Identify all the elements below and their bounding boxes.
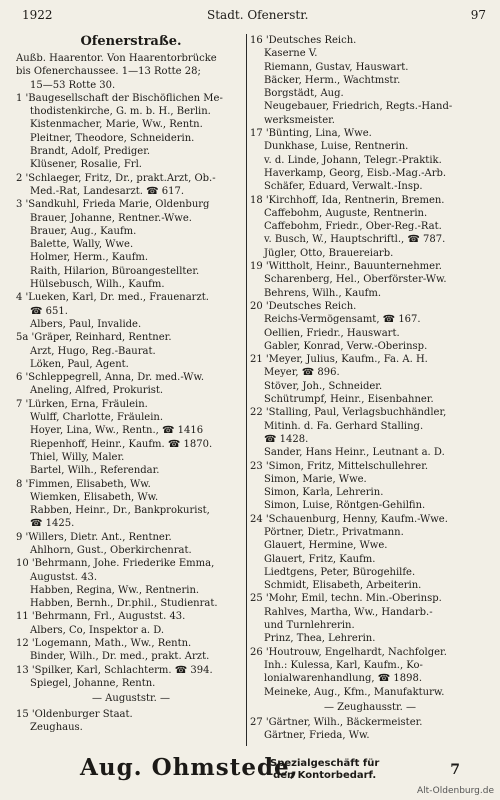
- directory-entry-line: 9 'Willers, Dietr. Ant., Rentner.: [16, 531, 172, 543]
- directory-entry-line: Meineke, Aug., Kfm., Manufakturw.: [264, 686, 445, 698]
- directory-entry-line: Thiel, Willy, Maler.: [30, 451, 125, 463]
- directory-entry-line: Meyer, ☎ 896.: [264, 367, 340, 379]
- watermark: Alt-Oldenburg.de: [416, 786, 494, 796]
- header-year: 1922: [22, 8, 53, 22]
- directory-entry-line: Aneling, Alfred, Prokurist.: [30, 385, 164, 397]
- directory-entry-line: Außb. Haarentor. Von Haarentorbrücke: [16, 53, 217, 64]
- directory-entry-line: ☎ 651.: [30, 305, 68, 317]
- directory-entry-line: 20 'Deutsches Reich.: [250, 300, 357, 312]
- directory-entry-line: Schütrumpf, Heinr., Eisenbahner.: [264, 394, 434, 406]
- directory-entry-line: Haverkamp, Georg, Eisb.-Mag.-Arb.: [264, 167, 447, 179]
- right-column: [250, 34, 490, 743]
- directory-entry-line: Schmidt, Elisabeth, Arbeiterin.: [264, 580, 422, 592]
- directory-entry-line: Inh.: Kulessa, Karl, Kaufm., Ko-: [264, 659, 423, 671]
- directory-entry-line: Habben, Regina, Ww., Rentnerin.: [30, 584, 200, 596]
- directory-entry-line: Glauert, Hermine, Wwe.: [264, 540, 388, 552]
- directory-entry-line: Bartel, Wilh., Referendar.: [30, 465, 160, 477]
- directory-entry-line: v. Busch, W., Hauptschriftl., ☎ 787.: [264, 234, 446, 246]
- left-column: [16, 34, 246, 734]
- directory-entry-line: 7 'Lürken, Erna, Fräulein.: [16, 398, 148, 410]
- directory-entry-line: Borgstädt, Aug.: [264, 88, 344, 100]
- directory-entry-line: Jügler, Otto, Brauereiarb.: [264, 247, 394, 259]
- directory-entry-line: 25 'Mohr, Emil, techn. Min.-Oberinsp.: [250, 593, 442, 605]
- directory-entry-line: Holmer, Herm., Kaufm.: [30, 252, 149, 264]
- directory-entry-line: Oellien, Friedr., Hauswart.: [264, 327, 400, 339]
- directory-entry-line: bis Ofenerchaussee. 1—13 Rotte 28;: [16, 66, 201, 78]
- directory-entry-line: Riemann, Gustav, Hauswart.: [264, 61, 409, 73]
- directory-entry-line: 12 'Logemann, Math., Ww., Rentn.: [16, 638, 192, 650]
- directory-entry-line: thodistenkirche, G. m. b. H., Berlin.: [30, 106, 211, 118]
- directory-entry-line: Spiegel, Johanne, Rentn.: [30, 677, 156, 689]
- directory-entry-line: Liedtgens, Peter, Bürogehilfe.: [264, 566, 416, 578]
- ad-brand: Aug. Ohmstede,: [80, 754, 299, 781]
- directory-entry-line: 17 'Bünting, Lina, Wwe.: [250, 128, 372, 140]
- directory-entry-line: Rahlves, Martha, Ww., Handarb.-: [264, 606, 433, 618]
- directory-entry-line: Reichs-Vermögensamt, ☎ 167.: [264, 314, 421, 326]
- right-entry-list: [250, 34, 490, 743]
- directory-entry-line: Gärtner, Frieda, Ww.: [264, 730, 370, 742]
- directory-entry-line: 13 'Spilker, Karl, Schlachterm. ☎ 394.: [16, 664, 213, 676]
- directory-entry-line: und Turnlehrerin.: [264, 620, 355, 632]
- directory-entry-line: Hoyer, Lina, Ww., Rentn., ☎ 1416: [30, 425, 204, 437]
- left-entry-list: [16, 52, 246, 734]
- directory-entry-line: Sander, Hans Heinr., Leutnant a. D.: [264, 447, 445, 459]
- directory-entry-line: Wulff, Charlotte, Fräulein.: [30, 412, 164, 424]
- directory-entry-line: Löken, Paul, Agent.: [30, 358, 129, 370]
- directory-entry-line: werksmeister.: [264, 114, 335, 126]
- directory-entry-line: Hülsebusch, Wilh., Kaufm.: [30, 279, 165, 291]
- directory-entry-line: Ahlhorn, Gust., Oberkirchenrat.: [30, 544, 192, 556]
- directory-entry-line: 26 'Houtrouw, Engelhardt, Nachfolger.: [250, 646, 447, 658]
- directory-entry-line: ☎ 1425.: [30, 518, 75, 530]
- directory-entry-line: Brauer, Johanne, Rentner.-Wwe.: [30, 212, 192, 224]
- directory-entry-line: Neugebauer, Friedrich, Regts.-Hand-: [264, 101, 453, 113]
- directory-entry-line: 16 'Deutsches Reich.: [250, 35, 357, 46]
- directory-entry-line: Pörtner, Dietr., Privatmann.: [264, 526, 404, 538]
- ad-text: [270, 758, 379, 782]
- directory-entry-line: 22 'Stalling, Paul, Verlagsbuchhändler,: [250, 407, 447, 419]
- ad-line-1: Spezialgeschäft für: [270, 758, 380, 769]
- directory-entry-line: Gabler, Konrad, Verw.-Oberinsp.: [264, 340, 428, 352]
- header-title: Stadt. Ofenerstr.: [207, 8, 309, 22]
- directory-entry-line: 1 'Baugesellschaft der Bischöflichen Me-: [16, 92, 223, 104]
- directory-entry-line: Albers, Co, Inspektor a. D.: [30, 624, 165, 636]
- directory-entry-line: Med.-Rat, Landesarzt. ☎ 617.: [30, 185, 184, 197]
- directory-entry-line: Riepenhoff, Heinr., Kaufm. ☎ 1870.: [30, 438, 213, 450]
- directory-entry-line: Simon, Karla, Lehrerin.: [264, 487, 384, 499]
- directory-entry-line: Caffebohm, Friedr., Ober-Reg.-Rat.: [264, 221, 442, 233]
- directory-entry-line: Kaserne V.: [264, 48, 318, 60]
- directory-entry-line: Stöver, Joh., Schneider.: [264, 380, 383, 392]
- directory-entry-line: Arzt, Hugo, Reg.-Baurat.: [30, 345, 156, 357]
- cross-street-separator: — Auguststr. —: [91, 693, 171, 705]
- directory-entry-line: 27 'Gärtner, Wilh., Bäckermeister.: [250, 717, 423, 729]
- directory-entry-line: Augustst. 43.: [30, 571, 98, 583]
- directory-entry-line: Pleitner, Theodore, Schneiderin.: [30, 132, 195, 144]
- directory-entry-line: Klüsener, Rosalie, Frl.: [30, 159, 142, 171]
- directory-entry-line: Brauer, Aug., Kaufm.: [30, 225, 137, 237]
- directory-entry-line: 8 'Fimmen, Elisabeth, Ww.: [16, 478, 151, 490]
- directory-entry-line: Balette, Wally, Wwe.: [30, 239, 134, 251]
- directory-entry-line: 19 'Wittholt, Heinr., Bauunternehmer.: [250, 261, 442, 273]
- directory-entry-line: Binder, Wilh., Dr. med., prakt. Arzt.: [30, 651, 210, 663]
- directory-entry-line: Mitinh. d. Fa. Gerhard Stalling.: [264, 420, 424, 432]
- directory-entry-line: Simon, Marie, Wwe.: [264, 473, 367, 485]
- directory-entry-line: Prinz, Thea, Lehrerin.: [264, 633, 376, 645]
- directory-entry-line: Albers, Paul, Invalide.: [30, 318, 142, 330]
- directory-entry-line: 15—53 Rotte 30.: [30, 79, 116, 91]
- directory-entry-line: ☎ 1428.: [264, 433, 309, 445]
- directory-entry-line: Rabben, Heinr., Dr., Bankprokurist,: [30, 505, 210, 517]
- directory-entry-line: Wiemken, Elisabeth, Ww.: [30, 491, 159, 503]
- directory-entry-line: Glauert, Fritz, Kaufm.: [264, 553, 376, 565]
- directory-entry-line: 24 'Schauenburg, Henny, Kaufm.-Wwe.: [250, 513, 448, 525]
- directory-entry-line: 3 'Sandkuhl, Frieda Marie, Oldenburg: [16, 199, 210, 211]
- directory-entry-line: 18 'Kirchhoff, Ida, Rentnerin, Bremen.: [250, 194, 445, 206]
- directory-entry-line: Kistenmacher, Marie, Ww., Rentn.: [30, 119, 203, 131]
- directory-entry-line: Dunkhase, Luise, Rentnerin.: [264, 141, 409, 153]
- directory-entry-line: v. d. Linde, Johann, Telegr.-Praktik.: [264, 154, 442, 166]
- column-divider: [246, 34, 247, 746]
- directory-entry-line: Simon, Luise, Röntgen-Gehilfin.: [264, 500, 426, 512]
- directory-entry-line: 4 'Lueken, Karl, Dr. med., Frauenarzt.: [16, 292, 209, 304]
- directory-entry-line: 5a 'Gräper, Reinhard, Rentner.: [16, 332, 172, 344]
- directory-entry-line: 21 'Meyer, Julius, Kaufm., Fa. A. H.: [250, 354, 428, 366]
- directory-entry-line: 15 'Oldenburger Staat.: [16, 708, 133, 720]
- directory-entry-line: 23 'Simon, Fritz, Mittelschullehrer.: [250, 460, 429, 472]
- header-page-number: 97: [470, 8, 486, 22]
- directory-entry-line: Caffebohm, Auguste, Rentnerin.: [264, 207, 428, 219]
- page-header: [22, 8, 486, 24]
- directory-entry-line: 11 'Behrmann, Frl., Augustst. 43.: [16, 611, 186, 623]
- directory-entry-line: lonialwarenhandlung, ☎ 1898.: [264, 673, 423, 685]
- directory-entry-line: Bäcker, Herm., Wachtmstr.: [264, 74, 401, 86]
- directory-entry-line: 2 'Schlaeger, Fritz, Dr., prakt.Arzt, Ob.-: [16, 172, 216, 184]
- directory-entry-line: Zeughaus.: [30, 721, 83, 733]
- cross-street-separator: — Zeughausstr. —: [323, 701, 417, 713]
- ad-line-2: den Kontorbedarf.: [273, 770, 377, 781]
- directory-entry-line: 10 'Behrmann, Johe. Friederike Emma,: [16, 558, 215, 570]
- ad-number: 7: [450, 762, 460, 778]
- street-title: Ofenerstraße.: [80, 34, 182, 49]
- directory-entry-line: 6 'Schleppegrell, Anna, Dr. med.-Ww.: [16, 372, 204, 384]
- directory-entry-line: Scharenberg, Hel., Oberförster-Ww.: [264, 274, 447, 286]
- directory-entry-line: Habben, Bernh., Dr.phil., Studienrat.: [30, 598, 218, 610]
- directory-entry-line: Raith, Hilarion, Büroangestellter.: [30, 265, 200, 277]
- directory-entry-line: Behrens, Wilh., Kaufm.: [264, 287, 382, 299]
- directory-entry-line: Brandt, Adolf, Prediger.: [30, 146, 151, 158]
- directory-entry-line: Schäfer, Eduard, Verwalt.-Insp.: [264, 181, 423, 193]
